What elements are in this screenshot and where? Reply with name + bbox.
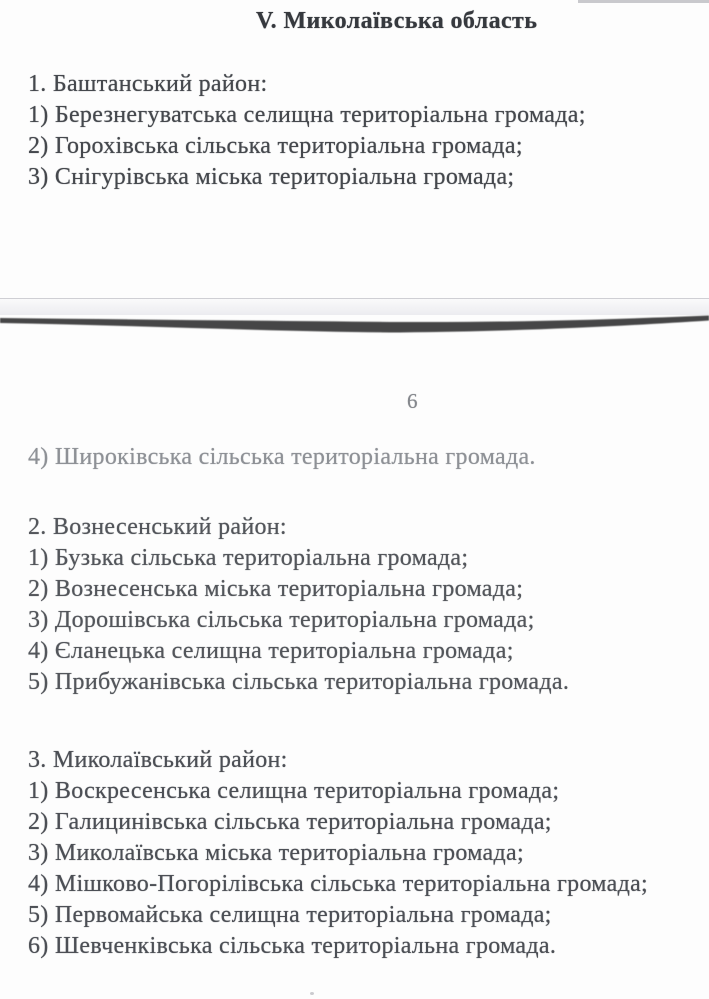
- district-heading: 2. Вознесенський район:: [28, 514, 287, 540]
- list-item: 2) Горохівська сільська територіальна громада;: [28, 133, 523, 159]
- scan-artifact-strip: [578, 0, 709, 3]
- district-section-mykolaivskyi: [28, 745, 648, 962]
- list-item: 1) Бузька сільська територіальна громада;: [28, 545, 469, 571]
- list-item: 1) Березнегуватська селищна територіальна громада;: [28, 102, 586, 128]
- list-item: 4) Мішково-Погорілівська сільська територіальна громада;: [28, 871, 648, 897]
- list-item: 6) Шевченківська сільська територіальна громада.: [28, 933, 557, 959]
- district-heading: 3. Миколаївський район:: [28, 747, 288, 773]
- list-item-continuation: 4) Широківська сільська територіальна громада.: [28, 444, 536, 470]
- list-item: 1) Воскресенська селищна територіальна громада;: [28, 778, 560, 804]
- list-item: 3) Дорошівська сільська територіальна громада;: [28, 607, 535, 633]
- list-item: 2) Галицинівська сільська територіальна громада;: [28, 809, 552, 835]
- district-section-voznesenskyi: [28, 512, 569, 698]
- scan-smudge: [310, 992, 314, 995]
- page-number: 6: [407, 389, 418, 413]
- list-item: 3) Снігурівська міська територіальна громада;: [28, 164, 515, 190]
- district-heading: 1. Баштанський район:: [28, 71, 268, 97]
- list-item: 2) Вознесенська міська територіальна громада;: [28, 576, 524, 602]
- list-item: 5) Прибужанівська сільська територіальна громада.: [28, 669, 570, 695]
- list-item: 3) Миколаївська міська територіальна громада;: [28, 840, 524, 866]
- district-section-bashtanskyi: [28, 69, 586, 193]
- list-item: 5) Первомайська селищна територіальна громада;: [28, 902, 552, 928]
- page-gap-shadow: [0, 311, 709, 337]
- page-title: V. Миколаївська область: [256, 8, 538, 34]
- list-item: 4) Єланецька селищна територіальна громада;: [28, 638, 514, 664]
